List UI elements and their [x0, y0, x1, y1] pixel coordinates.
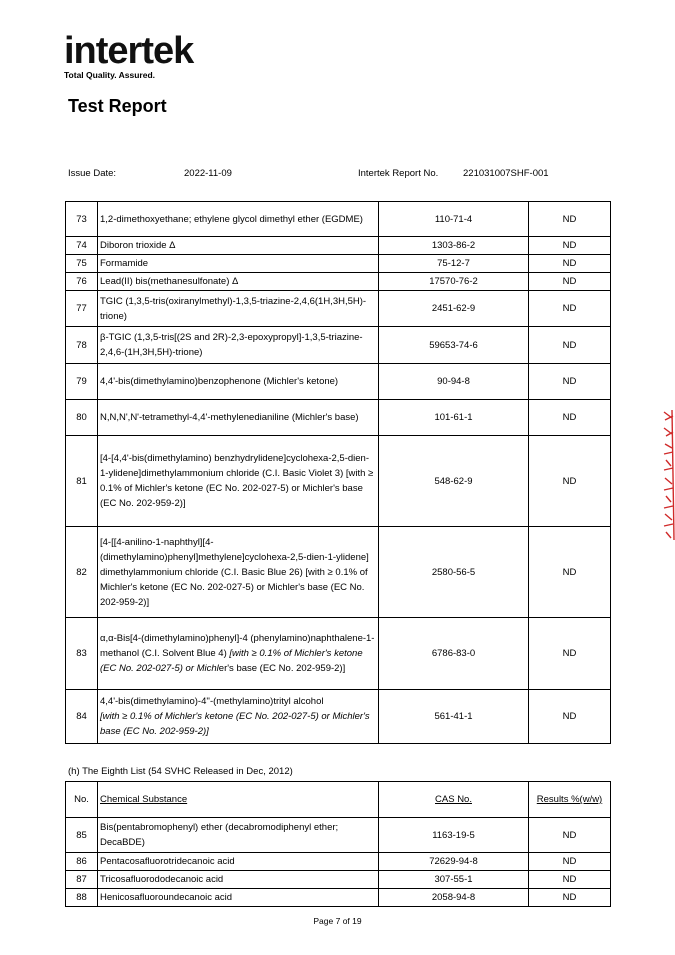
substance-text: α,α-Bis[4-(dimethylamino)phenyl]-4 (phenylamino)naphthalene-1-methanol (C.I. Solvent Blue 4) — [100, 633, 375, 659]
row-cas: 75-12-7 — [379, 255, 529, 273]
row-result: ND — [529, 690, 611, 744]
row-substance: 4,4'-bis(dimethylamino)benzophenone (Michler's ketone) — [98, 364, 379, 400]
row-no: 86 — [66, 853, 98, 871]
row-substance: β-TGIC (1,3,5-tris[(2S and 2R)-2,3-epoxypropyl]-1,3,5-triazine-2,4,6-(1H,3H,5H)-trione) — [98, 327, 379, 364]
row-result: ND — [529, 327, 611, 364]
eighth-list-table — [65, 781, 611, 907]
row-result: ND — [529, 889, 611, 907]
report-no-value: 221031007SHF-001 — [463, 168, 549, 179]
table-row — [66, 527, 611, 618]
row-no: 81 — [66, 436, 98, 527]
table-row — [66, 618, 611, 690]
table-row — [66, 889, 611, 907]
row-substance: 1,2-dimethoxyethane; ethylene glycol dimethyl ether (EGDME) — [98, 202, 379, 237]
row-no: 77 — [66, 291, 98, 327]
row-no: 84 — [66, 690, 98, 744]
row-cas: 1303-86-2 — [379, 237, 529, 255]
row-result: ND — [529, 527, 611, 618]
row-cas: 561-41-1 — [379, 690, 529, 744]
row-substance: Tricosafluorododecanoic acid — [98, 871, 379, 889]
table-header-row — [66, 782, 611, 818]
row-no: 85 — [66, 818, 98, 853]
row-cas: 2451-62-9 — [379, 291, 529, 327]
table-row — [66, 327, 611, 364]
row-result: ND — [529, 618, 611, 690]
substance-tail-text: er's base (EC No. 202-959-2)] — [218, 663, 346, 674]
row-result: ND — [529, 400, 611, 436]
row-substance — [98, 690, 379, 744]
row-result: ND — [529, 237, 611, 255]
row-result: ND — [529, 853, 611, 871]
row-substance: TGIC (1,3,5-tris(oxiranylmethyl)-1,3,5-triazine-2,4,6(1H,3H,5H)-trione) — [98, 291, 379, 327]
table-row — [66, 818, 611, 853]
report-no-label: Intertek Report No. — [358, 168, 439, 179]
header-substance: Chemical Substance — [98, 782, 379, 818]
row-no: 76 — [66, 273, 98, 291]
row-result: ND — [529, 291, 611, 327]
row-result: ND — [529, 255, 611, 273]
substance-italic-text: [with ≥ 0.1% of Michler's ketone (EC No. 202-027-5) or Michler's base (EC No. 202-959-2)] — [100, 711, 370, 737]
row-substance: N,N,N',N'-tetramethyl-4,4'-methylenedianiline (Michler's base) — [98, 400, 379, 436]
row-result: ND — [529, 273, 611, 291]
issue-date-value: 2022-11-09 — [184, 168, 232, 179]
row-result: ND — [529, 364, 611, 400]
logo-wordmark: intertek — [64, 30, 194, 72]
table-row — [66, 690, 611, 744]
row-cas: 101-61-1 — [379, 400, 529, 436]
row-result: ND — [529, 871, 611, 889]
logo-tagline: Total Quality. Assured. — [64, 70, 155, 80]
row-cas: 1163-19-5 — [379, 818, 529, 853]
row-no: 82 — [66, 527, 98, 618]
table-row — [66, 400, 611, 436]
row-no: 79 — [66, 364, 98, 400]
table-row — [66, 291, 611, 327]
row-substance: Diboron trioxide Δ — [98, 237, 379, 255]
row-result: ND — [529, 436, 611, 527]
intertek-logo — [64, 30, 194, 80]
page-title: Test Report — [68, 96, 167, 116]
row-no: 75 — [66, 255, 98, 273]
svhc-table-continued — [65, 201, 611, 744]
table-row — [66, 255, 611, 273]
row-substance: Lead(II) bis(methanesulfonate) Δ — [98, 273, 379, 291]
row-no: 73 — [66, 202, 98, 237]
row-cas: 59653-74-6 — [379, 327, 529, 364]
row-cas: 90-94-8 — [379, 364, 529, 400]
row-result: ND — [529, 202, 611, 237]
row-no: 78 — [66, 327, 98, 364]
row-no: 83 — [66, 618, 98, 690]
table-row — [66, 436, 611, 527]
page-number: Page 7 of 19 — [313, 916, 362, 926]
row-substance: Formamide — [98, 255, 379, 273]
row-substance: Henicosafluoroundecanoic acid — [98, 889, 379, 907]
header-result: Results %(w/w) — [529, 782, 611, 818]
row-no: 80 — [66, 400, 98, 436]
row-no: 88 — [66, 889, 98, 907]
table-row — [66, 237, 611, 255]
row-no: 87 — [66, 871, 98, 889]
substance-italic-text: [with ≥ 0.1% of Michler's ketone (EC No. 202-027-5) or Michl — [100, 648, 363, 674]
row-substance — [98, 618, 379, 690]
substance-text: 4,4'-bis(dimethylamino)-4''-(methylamino)trityl alcohol — [100, 696, 324, 707]
row-result: ND — [529, 818, 611, 853]
table-row — [66, 871, 611, 889]
row-cas: 2580-56-5 — [379, 527, 529, 618]
table-row — [66, 853, 611, 871]
section-h-label: (h) The Eighth List (54 SVHC Released in Dec, 2012) — [68, 766, 293, 777]
row-cas: 110-71-4 — [379, 202, 529, 237]
row-cas: 2058-94-8 — [379, 889, 529, 907]
issue-date-label: Issue Date: — [68, 168, 117, 179]
row-cas: 17570-76-2 — [379, 273, 529, 291]
row-substance: Pentacosafluorotridecanoic acid — [98, 853, 379, 871]
row-substance: Bis(pentabromophenyl) ether (decabromodiphenyl ether; DecaBDE) — [98, 818, 379, 853]
row-cas: 72629-94-8 — [379, 853, 529, 871]
row-no: 74 — [66, 237, 98, 255]
row-cas: 6786-83-0 — [379, 618, 529, 690]
row-substance: [4-[[4-anilino-1-naphthyl][4-(dimethylamino)phenyl]methylene]cyclohexa-2,5-dien-1-ylidene] dimethylammonium chloride (C.I. Basic Blue 26) [with ≥ 0.1% of Michler's ketone (EC No. 202-027-5) or Michler's base (EC No. 202-959-2)] — [98, 527, 379, 618]
row-substance: [4-[4,4'-bis(dimethylamino) benzhydrylidene]cyclohexa-2,5-dien-1-ylidene]dimethylammonium chloride (C.I. Basic Violet 3) [with ≥ 0.1% of Michler's ketone (EC No. 202-027-5) or Michler's base (EC No. 202-959-2)] — [98, 436, 379, 527]
seal-stamp-icon — [662, 408, 675, 542]
row-cas: 307-55-1 — [379, 871, 529, 889]
row-cas: 548-62-9 — [379, 436, 529, 527]
header-no: No. — [66, 782, 98, 818]
table-row — [66, 202, 611, 237]
table-row — [66, 364, 611, 400]
header-cas: CAS No. — [379, 782, 529, 818]
table-row — [66, 273, 611, 291]
